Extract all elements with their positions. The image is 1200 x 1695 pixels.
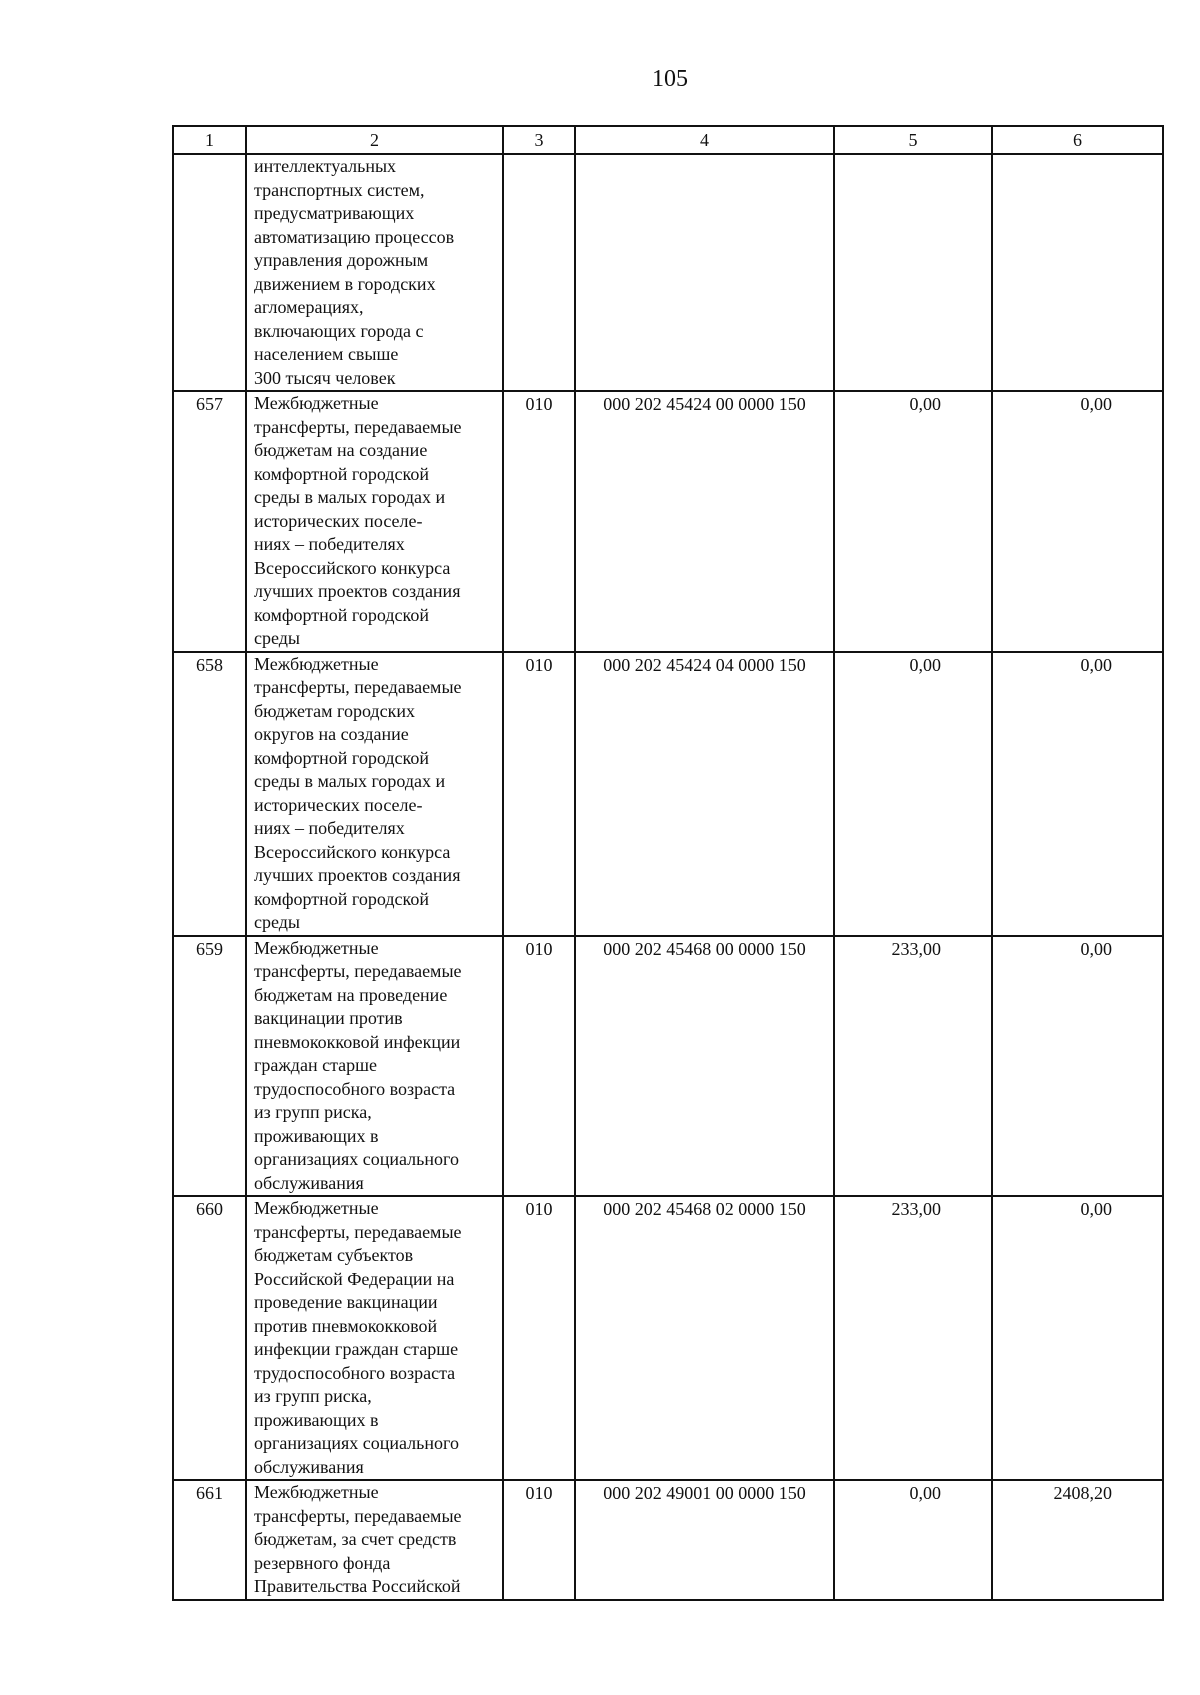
column-header: 1 xyxy=(173,126,246,154)
description-line: трансферты, передаваемые xyxy=(254,961,462,981)
value-col5-cell: 233,00 xyxy=(834,936,992,1197)
kbk-code-cell: 000 202 45468 00 0000 150 xyxy=(575,936,834,1197)
description-line: ниях – победителях xyxy=(254,534,405,554)
description-line: Межбюджетные xyxy=(254,937,379,958)
kbk-code-cell: 000 202 45424 00 0000 150 xyxy=(575,391,834,652)
description-cell xyxy=(246,154,503,391)
description-cell xyxy=(246,1196,503,1480)
value-col6-cell: 0,00 xyxy=(992,936,1163,1197)
description-line: комфортной городской xyxy=(254,888,429,909)
description-line: округов на создание xyxy=(254,724,409,744)
value-col5-cell: 0,00 xyxy=(834,652,992,936)
code-cell xyxy=(503,154,575,391)
description-line: трудоспособного возраста xyxy=(254,1362,456,1383)
value-col6-cell: 2408,20 xyxy=(992,1480,1163,1600)
description-cell xyxy=(246,391,503,652)
kbk-code-cell: 000 202 45468 02 0000 150 xyxy=(575,1196,834,1480)
table-row xyxy=(173,1480,1163,1600)
description-line: интеллектуальных xyxy=(254,156,397,176)
description-line: комфортной городской xyxy=(254,604,429,625)
column-header: 6 xyxy=(992,126,1163,154)
header-row xyxy=(173,126,1163,154)
description-cell xyxy=(246,652,503,936)
table-row xyxy=(173,652,1163,936)
description-line: транспортных систем, xyxy=(254,179,425,200)
description-line: среды в малых городах и xyxy=(254,771,446,791)
description-line: Всероссийского конкурса xyxy=(254,557,451,578)
description-line: Правительства Российской xyxy=(254,1576,461,1596)
page-number: 105 xyxy=(652,66,688,92)
description-line: лучших проектов создания xyxy=(254,865,461,885)
value-col5-cell: 0,00 xyxy=(834,391,992,652)
description-line: бюджетам на создание xyxy=(254,440,428,460)
description-line: включающих города с xyxy=(254,320,424,341)
description-line: комфортной городской xyxy=(254,463,429,484)
row-number-cell: 661 xyxy=(173,1480,246,1600)
description-line: бюджетам субъектов xyxy=(254,1245,414,1265)
description-line: трансферты, передаваемые xyxy=(254,1505,462,1526)
code-cell: 010 xyxy=(503,1196,575,1480)
description-line: комфортной городской xyxy=(254,747,429,768)
description-line: 300 тысяч человек xyxy=(254,367,396,388)
description-line: движением в городских xyxy=(254,273,436,294)
row-number-cell: 659 xyxy=(173,936,246,1197)
description-line: проведение вакцинации xyxy=(254,1292,438,1312)
description-line: предусматривающих xyxy=(254,203,415,223)
description-line: агломерациях, xyxy=(254,297,364,317)
code-cell: 010 xyxy=(503,652,575,936)
description-line: из групп риска, xyxy=(254,1386,372,1406)
value-col6-cell xyxy=(992,154,1163,391)
description-line: обслуживания xyxy=(254,1456,364,1477)
table-row xyxy=(173,391,1163,652)
description-line: инфекции граждан старше xyxy=(254,1339,459,1359)
description-line: граждан старше xyxy=(254,1055,378,1075)
description-line: организациях социального xyxy=(254,1149,459,1169)
table-row xyxy=(173,154,1163,391)
description-line: из групп риска, xyxy=(254,1102,372,1122)
value-col5-cell: 0,00 xyxy=(834,1480,992,1600)
value-col5-cell xyxy=(834,154,992,391)
table-row xyxy=(173,936,1163,1197)
description-line: среды xyxy=(254,628,300,648)
description-cell xyxy=(246,936,503,1197)
table-row xyxy=(173,1196,1163,1480)
value-col5-cell: 233,00 xyxy=(834,1196,992,1480)
description-line: пневмококковой инфекции xyxy=(254,1031,461,1052)
row-number-cell: 660 xyxy=(173,1196,246,1480)
kbk-code-cell: 000 202 45424 04 0000 150 xyxy=(575,652,834,936)
table-body xyxy=(173,154,1163,1600)
description-line: Всероссийского конкурса xyxy=(254,841,451,862)
code-cell: 010 xyxy=(503,391,575,652)
description-line: бюджетам на проведение xyxy=(254,984,448,1005)
value-col6-cell: 0,00 xyxy=(992,391,1163,652)
description-line: лучших проектов создания xyxy=(254,581,461,601)
description-line: Российской Федерации на xyxy=(254,1268,455,1289)
description-line: Межбюджетные xyxy=(254,1198,379,1218)
description-cell xyxy=(246,1480,503,1600)
description-line: резервного фонда xyxy=(254,1552,391,1573)
description-line: среды xyxy=(254,912,300,932)
description-line: населением свыше xyxy=(254,344,399,364)
row-number-cell: 658 xyxy=(173,652,246,936)
description-line: исторических поселе- xyxy=(254,794,423,815)
row-number-cell: 657 xyxy=(173,391,246,652)
description-line: трансферты, передаваемые xyxy=(254,1221,462,1242)
description-line: автоматизацию процессов xyxy=(254,226,455,247)
description-line: Межбюджетные xyxy=(254,1482,379,1502)
description-line: бюджетам городских xyxy=(254,700,415,721)
description-line: управления дорожным xyxy=(254,250,429,270)
description-line: трансферты, передаваемые xyxy=(254,677,462,697)
description-line: трансферты, передаваемые xyxy=(254,416,462,437)
description-line: организациях социального xyxy=(254,1433,459,1453)
kbk-code-cell: 000 202 49001 00 0000 150 xyxy=(575,1480,834,1600)
value-col6-cell: 0,00 xyxy=(992,1196,1163,1480)
budget-table xyxy=(172,125,1164,1601)
code-cell: 010 xyxy=(503,936,575,1197)
value-col6-cell: 0,00 xyxy=(992,652,1163,936)
description-line: ниях – победителях xyxy=(254,818,405,838)
column-header: 4 xyxy=(575,126,834,154)
description-line: бюджетам, за счет средств xyxy=(254,1529,457,1549)
description-line: исторических поселе- xyxy=(254,510,423,531)
column-header: 3 xyxy=(503,126,575,154)
kbk-code-cell xyxy=(575,154,834,391)
description-line: Межбюджетные xyxy=(254,393,379,413)
description-line: проживающих в xyxy=(254,1125,379,1146)
description-line: трудоспособного возраста xyxy=(254,1078,456,1099)
description-line: проживающих в xyxy=(254,1409,379,1430)
description-line: против пневмококковой xyxy=(254,1315,438,1336)
description-line: среды в малых городах и xyxy=(254,487,446,507)
column-header: 5 xyxy=(834,126,992,154)
row-number-cell xyxy=(173,154,246,391)
code-cell: 010 xyxy=(503,1480,575,1600)
description-line: Межбюджетные xyxy=(254,653,379,674)
description-line: вакцинации против xyxy=(254,1008,403,1028)
description-line: обслуживания xyxy=(254,1172,364,1193)
column-header: 2 xyxy=(246,126,503,154)
